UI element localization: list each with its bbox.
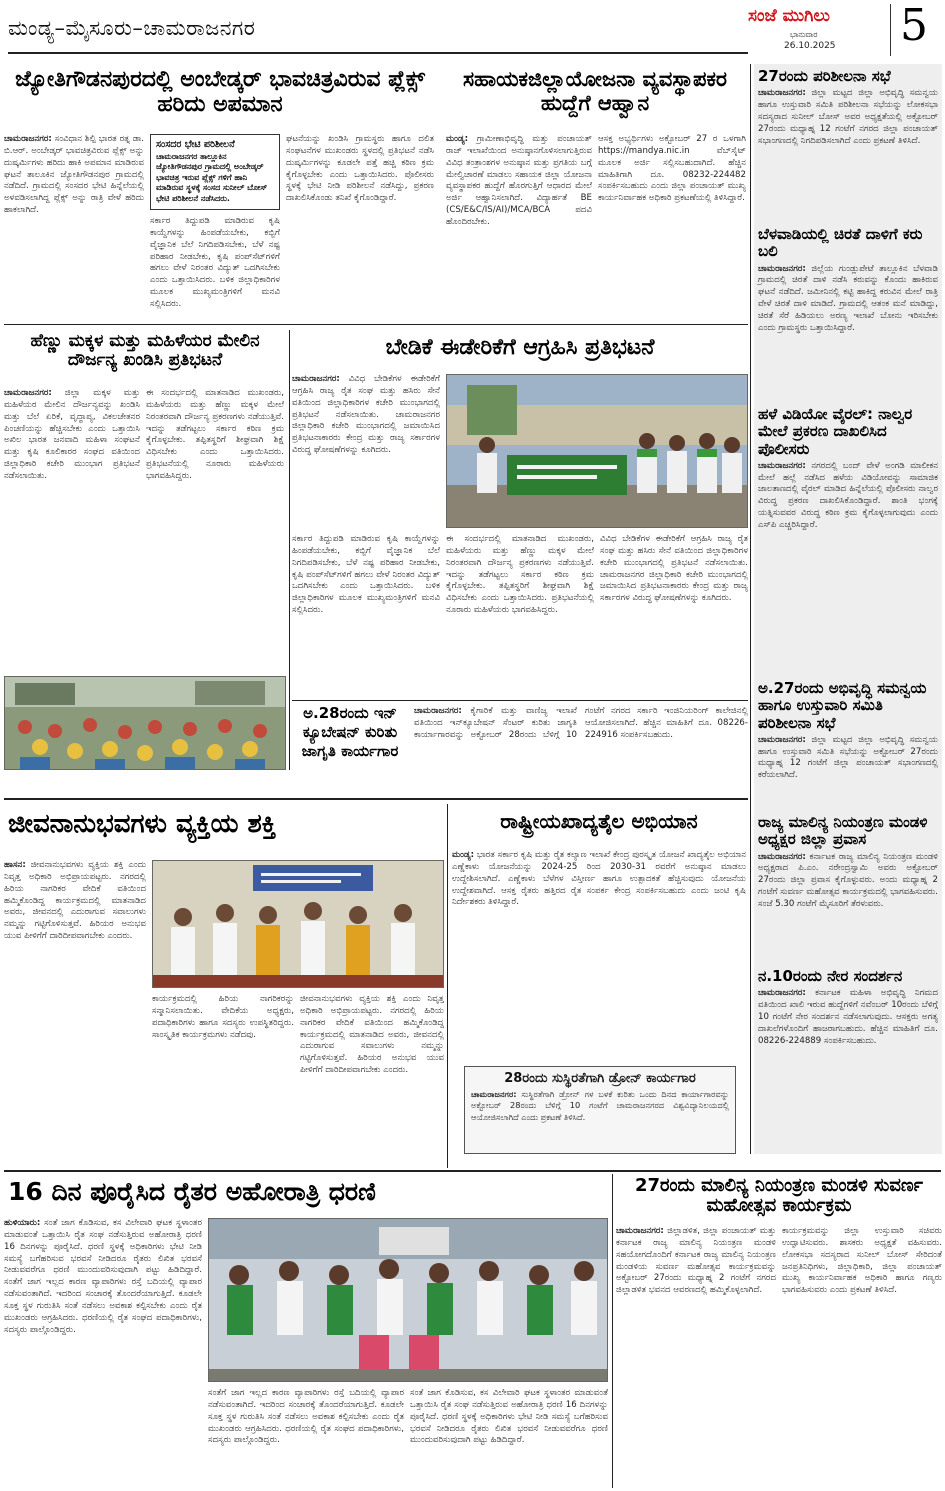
article-body: ಜೀವನಾನುಭವಗಳು ವ್ಯಕ್ತಿಯ ಶಕ್ತಿ ಎಂದು ನಿವೃತ್ತ ಅಧಿಕಾರಿ ಅಭಿಪ್ರಾಯಪಟ್ಟರು. ನಗರದಲ್ಲಿ ಹಿರಿಯ ನಾಗರಿಕರ ವೇದಿಕೆ ವತಿಯಿಂದ ಹಮ್ಮಿಕೊಂಡಿದ್ದ ಕಾರ್ಯಕ್ರಮದಲ್ಲಿ ಮಾತನಾಡಿದ ಅವರು, ಜೀವನದಲ್ಲಿ ಎದುರಾಗುವ ಸವಾಲುಗಳು ನಮ್ಮನ್ನು ಗಟ್ಟಿಗೊಳಿಸುತ್ತವೆ. ಹಿರಿಯರ ಅನುಭವ ಯುವ ಪೀಳಿಗೆಗೆ ದಾರಿದೀಪವಾಗಬೇಕು ಎಂದರು.	[4, 860, 147, 942]
column-divider	[289, 330, 290, 770]
dateline: ಚಾಮರಾಜನಗರ:	[758, 988, 806, 999]
article-body: ಸಂತೆಗೆ ಜಾಗ ಇಲ್ಲದ ಕಾರಣ ವ್ಯಾಪಾರಿಗಳು ರಸ್ತೆ ಬದಿಯಲ್ಲಿ ವ್ಯಾಪಾರ ನಡೆಸುವಂತಾಗಿದೆ. ಇದರಿಂದ ಸಂಚಾರಕ್ಕೆ ತೊಂದರೆಯಾಗುತ್ತಿದೆ. ಕೂಡಲೇ ಸೂಕ್ತ ಸ್ಥಳ ಗುರುತಿಸಿ ಸಂತೆ ನಡೆಸಲು ಅವಕಾಶ ಕಲ್ಪಿಸಬೇಕು ಎಂದು ರೈತ ಮುಖಂಡರು ಆಗ್ರಹಿಸಿದರು. ಧರಣಿಯಲ್ಲಿ ರೈತ ಸಂಘದ ಪದಾಧಿಕಾರಿಗಳು, ಸದಸ್ಯರು ಪಾಲ್ಗೊಂಡಿದ್ದರು.	[4, 1277, 202, 1335]
row-divider	[4, 798, 748, 800]
side-headline: ಹಳೆ ವಿಡಿಯೋ ವೈರಲ್: ನಾಲ್ವರ ಮೇಲೆ ಪ್ರಕರಣ ದಾಖಲಿಸಿದ ಪೊಲೀಸರು	[758, 405, 913, 458]
article-pollution-board-jubilee	[616, 1174, 942, 1488]
article-life-experience	[4, 804, 444, 1168]
article-farmers-protest	[292, 330, 748, 698]
article-body: ಜಿಲ್ಲಾಡಳಿತ, ಜಿಲ್ಲಾ ಪಂಚಾಯತ್ ಮತ್ತು ಕರ್ನಾಟಕ ರಾಜ್ಯ ಮಾಲಿನ್ಯ ನಿಯಂತ್ರಣ ಮಂಡಳಿ ಸಹಯೋಗದೊಂದಿಗೆ ಕರ್ನಾಟಕ ರಾಜ್ಯ ಮಾಲಿನ್ಯ ನಿಯಂತ್ರಣ ಮಂಡಳಿಯ ಸುವರ್ಣ ಮಹೋತ್ಸವ ಕಾರ್ಯಕ್ರಮವನ್ನು ಅಕ್ಟೋಬರ್ 27ರಂದು ಮಧ್ಯಾಹ್ನ 2 ಗಂಟೆಗೆ ನಗರದ ಜಿಲ್ಲಾಡಳಿತ ಭವನದ ಆವರಣದಲ್ಲಿ ಹಮ್ಮಿಕೊಳ್ಳಲಾಗಿದೆ.	[616, 1226, 776, 1296]
article-body: ಸುಸ್ಥಿರತೆಗಾಗಿ ಡ್ರೋನ್ ಗಳ ಬಳಕೆ ಕುರಿತು ಒಂದು ದಿನದ ಕಾರ್ಯಾಗಾರವನ್ನು ಅಕ್ಟೋಬರ್ 28ರಂದು ಬೆಳಿಗ್ಗೆ 10 ಗಂಟೆಗೆ ಚಾಮರಾಜನಗರದ ವಿಶ್ವವಿದ್ಯಾನಿಲಯದಲ್ಲಿ ಆಯೋಜಿಸಲಾಗಿದೆ ಎಂದು ಪ್ರಕಟಣೆ ತಿಳಿಸಿದೆ.	[471, 1089, 729, 1122]
side-text: ಜಿಲ್ಲಾ ಮಟ್ಟದ ಜಿಲ್ಲಾ ಅಭಿವೃದ್ಧಿ ಸಮನ್ವಯ ಹಾಗೂ ಉಸ್ತುವಾರಿ ಸಮಿತಿ ಪರಿಶೀಲನಾ ಸಭೆಯನ್ನು ಲೋಕಸಭಾ ಸದಸ್ಯರಾದ ಸುನೀಲ್ ಬೋಸ್ ಅವರ ಅಧ್ಯಕ್ಷತೆಯಲ್ಲಿ ಅಕ್ಟೋಬರ್ 27ರಂದು ಮಧ್ಯಾಹ್ನ 12 ಗಂಟೆಗೆ ನಗರದ ಜಿಲ್ಲಾ ಪಂಚಾಯತ್ ಸಭಾಂಗಣದಲ್ಲಿ ನಿಗದಿಪಡಿಸಲಾಗಿದೆ ಎಂದು ಪ್ರಕಟಣೆ ತಿಳಿಸಿದೆ.	[758, 88, 939, 146]
headline: ಹೆಣ್ಣು ಮಕ್ಕಳ ಮತ್ತು ಮಹಿಳೆಯರ ಮೇಲಿನ ದೌರ್ಜನ್ಯ ಖಂಡಿಸಿ ಪ್ರತಿಭಟನೆ	[30, 331, 260, 371]
article-body: ಸಂತೆ ಜಾಗ ಕೊಡಿಸುವ, ಕಸ ವಿಲೇವಾರಿ ಘಟಕ ಸ್ಥಳಾಂತರ ಮಾಡುವಂತೆ ಒತ್ತಾಯಿಸಿ ರೈತ ಸಂಘ ನಡೆಸುತ್ತಿರುವ ಅಹೋರಾತ್ರಿ ಧರಣಿ 16 ದಿನಗಳನ್ನು ಪೂರೈಸಿದೆ. ಧರಣಿ ಸ್ಥಳಕ್ಕೆ ಅಧಿಕಾರಿಗಳು ಭೇಟಿ ನೀಡಿ ಸಮಸ್ಯೆ ಬಗೆಹರಿಸುವ ಭರವಸೆ ನೀಡಿದರೂ ರೈತರು ಲಿಖಿತ ಭರವಸೆ ನೀಡುವವರೆಗೂ ಧರಣಿ ಮುಂದುವರಿಸುವುದಾಗಿ ಪಟ್ಟು ಹಿಡಿದಿದ್ದಾರೆ.	[4, 1218, 202, 1276]
dateline: ಚಾಮರಾಜನಗರ:	[292, 374, 340, 384]
article-farmers-dharna	[4, 1174, 608, 1488]
seniors-photo	[152, 860, 444, 988]
article-body: ಈ ಸಂದರ್ಭದಲ್ಲಿ ಮಾತನಾಡಿದ ಮುಖಂಡರು, ಮಹಿಳೆಯರು ಮತ್ತು ಹೆಣ್ಣು ಮಕ್ಕಳ ಮೇಲೆ ನಿರಂತರವಾಗಿ ದೌರ್ಜನ್ಯ ಪ್ರಕರಣಗಳು ನಡೆಯುತ್ತಿವೆ. ಇದನ್ನು ತಡೆಗಟ್ಟಲು ಸರ್ಕಾರ ಕಠಿಣ ಕ್ರಮ ಕೈಗೊಳ್ಳಬೇಕು. ತಪ್ಪಿತಸ್ಥರಿಗೆ ಶೀಘ್ರವಾಗಿ ಶಿಕ್ಷೆ ವಿಧಿಸಬೇಕು ಎಂದು ಒತ್ತಾಯಿಸಿದರು. ಪ್ರತಿಭಟನೆಯಲ್ಲಿ ನೂರಾರು ಮಹಿಳೆಯರು ಭಾಗವಹಿಸಿದ್ದರು.	[146, 388, 284, 482]
dharna-photo	[208, 1218, 608, 1382]
side-headline: 27ರಂದು ಪರಿಶೀಲನಾ ಸಭೆ	[758, 67, 891, 85]
side-item	[758, 406, 938, 676]
headline: ಸಹಾಯಕಜಿಲ್ಲಾಯೋಜನಾ ವ್ಯವಸ್ಥಾಪಕರ ಹುದ್ದೆಗೆ ಆಹ್ವಾನ	[462, 67, 728, 115]
farmers-photo	[446, 374, 748, 528]
logo-text: ಸಂಜೆ ಮುಗಿಲು	[748, 6, 830, 26]
article-drone-workshop	[464, 1066, 736, 1154]
side-text: ಕರ್ನಾಟಕ ಮಹಿಳಾ ಅಭಿವೃದ್ಧಿ ನಿಗಮದ ವತಿಯಿಂದ ಖಾಲಿ ಇರುವ ಹುದ್ದೆಗಳಿಗೆ ನವೆಂಬರ್ 10ರಂದು ಬೆಳಿಗ್ಗೆ 10 ಗಂಟೆಗೆ ನೇರ ಸಂದರ್ಶನ ನಡೆಸಲಾಗುವುದು. ಆಸಕ್ತರು ಅಗತ್ಯ ದಾಖಲೆಗಳೊಂದಿಗೆ ಹಾಜರಾಗಬಹುದು. ಹೆಚ್ಚಿನ ಮಾಹಿತಿಗೆ ದೂ. 08226-224889 ಸಂಪರ್ಕಿಸಬಹುದು.	[758, 988, 938, 1046]
dateline: ಹುಳಿಯಾರು:	[4, 1218, 41, 1228]
protest-photo	[4, 676, 286, 770]
side-text: ನಗರದಲ್ಲಿ ಬಂದ್ ವೇಳೆ ಅಂಗಡಿ ಮಾಲೀಕನ ಮೇಲೆ ಹಲ್ಲೆ ನಡೆಸಿದ ಹಳೆಯ ವಿಡಿಯೋವನ್ನು ಸಾಮಾಜಿಕ ಜಾಲತಾಣದಲ್ಲಿ ವೈರಲ್ ಮಾಡಿದ ಹಿನ್ನೆಲೆಯಲ್ಲಿ ಪೊಲೀಸರು ನಾಲ್ವರ ವಿರುದ್ಧ ಪ್ರಕರಣ ದಾಖಲಿಸಿಕೊಂಡಿದ್ದಾರೆ. ಶಾಂತಿ ಭಂಗಕ್ಕೆ ಯತ್ನಿಸುವವರ ವಿರುದ್ಧ ಕಠಿಣ ಕ್ರಮ ಕೈಗೊಳ್ಳಲಾಗುವುದು ಎಂದು ಎಸ್‌ಪಿ ಎಚ್ಚರಿಸಿದ್ದಾರೆ.	[758, 460, 938, 531]
side-text: ಕರ್ನಾಟಕ ರಾಜ್ಯ ಮಾಲಿನ್ಯ ನಿಯಂತ್ರಣ ಮಂಡಳಿ ಅಧ್ಯಕ್ಷರಾದ ಪಿ.ಎಂ. ನರೇಂದ್ರಸ್ವಾಮಿ ಅವರು ಅಕ್ಟೋಬರ್ 27ರಂದು ಜಿಲ್ಲಾ ಪ್ರವಾಸ ಕೈಗೊಳ್ಳುವರು. ಅಂದು ಮಧ್ಯಾಹ್ನ 2 ಗಂಟೆಗೆ ಸುವರ್ಣ ಮಹೋತ್ಸವ ಕಾರ್ಯಕ್ರಮದಲ್ಲಿ ಭಾಗವಹಿಸುವರು. ಸಂಜೆ 5.30 ಗಂಟೆಗೆ ಮೈಸೂರಿಗೆ ತೆರಳುವರು.	[758, 851, 938, 909]
dateline: ಚಾಮರಾಜನಗರ:	[414, 706, 462, 716]
side-headline: ಬೆಳವಾಡಿಯಲ್ಲಿ ಚಿರತೆ ದಾಳಿಗೆ ಕರು ಬಲಿ	[758, 225, 923, 261]
article-incubation-workshop	[292, 704, 748, 794]
dateline: ಚಾಮರಾಜನಗರ:	[758, 851, 806, 862]
row-divider	[4, 324, 748, 325]
article-body-cont: ಈ ಸಂದರ್ಭದಲ್ಲಿ ಮಾತನಾಡಿದ ಮುಖಂಡರು, ಮಹಿಳೆಯರು ಮತ್ತು ಹೆಣ್ಣು ಮಕ್ಕಳ ಮೇಲೆ ನಿರಂತರವಾಗಿ ದೌರ್ಜನ್ಯ ಪ್ರಕರಣಗಳು ನಡೆಯುತ್ತಿವೆ. ಇದನ್ನು ತಡೆಗಟ್ಟಲು ಸರ್ಕಾರ ಕಠಿಣ ಕ್ರಮ ಕೈಗೊಳ್ಳಬೇಕು. ತಪ್ಪಿತಸ್ಥರಿಗೆ ಶೀಘ್ರವಾಗಿ ಶಿಕ್ಷೆ ವಿಧಿಸಬೇಕು ಎಂದು ಒತ್ತಾಯಿಸಿದರು. ಪ್ರತಿಭಟನೆಯಲ್ಲಿ ನೂರಾರು ಮಹಿಳೆಯರು ಭಾಗವಹಿಸಿದ್ದರು.	[446, 534, 594, 616]
farmers-image	[447, 375, 748, 528]
dateline: ಮಂಡ್ಯ:	[446, 134, 469, 144]
article-body-cont: ಸಂತೆ ಜಾಗ ಕೊಡಿಸುವ, ಕಸ ವಿಲೇವಾರಿ ಘಟಕ ಸ್ಥಳಾಂತರ ಮಾಡುವಂತೆ ಒತ್ತಾಯಿಸಿ ರೈತ ಸಂಘ ನಡೆಸುತ್ತಿರುವ ಅಹೋರಾತ್ರಿ ಧರಣಿ 16 ದಿನಗಳನ್ನು ಪೂರೈಸಿದೆ. ಧರಣಿ ಸ್ಥಳಕ್ಕೆ ಅಧಿಕಾರಿಗಳು ಭೇಟಿ ನೀಡಿ ಸಮಸ್ಯೆ ಬಗೆಹರಿಸುವ ಭರವಸೆ ನೀಡಿದರೂ ರೈತರು ಲಿಖಿತ ಭರವಸೆ ನೀಡುವವರೆಗೂ ಧರಣಿ ಮುಂದುವರಿಸುವುದಾಗಿ ಪಟ್ಟು ಹಿಡಿದಿದ್ದಾರೆ.	[410, 1388, 608, 1446]
issue-day: ಭಾನುವಾರ	[790, 30, 818, 39]
article-body-cont: ವಿವಿಧ ಬೇಡಿಕೆಗಳ ಈಡೇರಿಕೆಗೆ ಆಗ್ರಹಿಸಿ ರಾಜ್ಯ ರೈತ ಸಂಘ ಮತ್ತು ಹಸಿರು ಸೇನೆ ವತಿಯಿಂದ ಜಿಲ್ಲಾಧಿಕಾರಿಗಳ ಕಚೇರಿ ಮುಂಭಾಗದಲ್ಲಿ ಪ್ರತಿಭಟನೆ ನಡೆಸಲಾಯಿತು. ಚಾಮರಾಜನಗರ ಜಿಲ್ಲಾಧಿಕಾರಿ ಕಚೇರಿ ಮುಂಭಾಗದಲ್ಲಿ ಜಮಾಯಿಸಿದ ಪ್ರತಿಭಟನಾಕಾರರು ಕೇಂದ್ರ ಮತ್ತು ರಾಜ್ಯ ಸರ್ಕಾರಗಳ ವಿರುದ್ಧ ಘೋಷಣೆಗಳನ್ನು ಕೂಗಿದರು.	[600, 534, 748, 604]
side-headline: ರಾಜ್ಯ ಮಾಲಿನ್ಯ ನಿಯಂತ್ರಣ ಮಂಡಳಿ ಅಧ್ಯಕ್ಷರ ಜಿಲ್ಲಾ ಪ್ರವಾಸ	[758, 813, 928, 849]
dateline: ಚಾಮರಾಜನಗರ:	[616, 1226, 664, 1236]
headline: 27ರಂದು ಮಾಲಿನ್ಯ ನಿಯಂತ್ರಣ ಮಂಡಳಿ ಸುವರ್ಣ ಮಹೋತ್ಸವ ಕಾರ್ಯಕ್ರಮ	[634, 1175, 923, 1217]
article-body: ಜಿಲ್ಲಾ ಮಕ್ಕಳ ಮತ್ತು ಮಹಿಳೆಯರ ಮೇಲಿನ ದೌರ್ಜನ್ಯವನ್ನು ಖಂಡಿಸಿ ಮತ್ತು ಬೆಲೆ ಏರಿಕೆ, ವೃದ್ಧಾಪ್ಯ, ವಿಕಲಚೇತನರ ಪಿಂಚಣಿಯನ್ನು ಹೆಚ್ಚಿಸಬೇಕು ಎಂದು ಒತ್ತಾಯಿಸಿ ಅಖಿಲ ಭಾರತ ಜನವಾದಿ ಮಹಿಳಾ ಸಂಘಟನೆ ಮತ್ತು ಕೃಷಿ ಕೂಲಿಕಾರರ ಸಂಘದ ವತಿಯಿಂದ ಜಿಲ್ಲಾಧಿಕಾರಿ ಕಚೇರಿ ಮುಂಭಾಗ ಪ್ರತಿಭಟನೆ ನಡೆಸಲಾಯಿತು.	[4, 388, 140, 482]
side-text: ಜಿಲ್ಲೆಯ ಗುಂಡ್ಲುಪೇಟೆ ತಾಲ್ಲೂಕಿನ ಬೆಳವಾಡಿ ಗ್ರಾಮದಲ್ಲಿ ಚಿರತೆ ದಾಳಿ ನಡೆಸಿ ಕರುವನ್ನು ಕೊಂದು ಹಾಕಿರುವ ಘಟನೆ ನಡೆದಿದೆ. ಜಮೀನಿನಲ್ಲಿ ಕಟ್ಟಿ ಹಾಕಿದ್ದ ಕರುವಿನ ಮೇಲೆ ರಾತ್ರಿ ವೇಳೆ ಚಿರತೆ ದಾಳಿ ಮಾಡಿದೆ. ಗ್ರಾಮದಲ್ಲಿ ಆತಂಕ ಮನೆ ಮಾಡಿದ್ದು, ಚಿರತೆ ಸೆರೆ ಹಿಡಿಯಲು ಅರಣ್ಯ ಇಲಾಖೆ ಬೋನು ಇರಿಸಬೇಕು ಎಂದು ಗ್ರಾಮಸ್ಥರು ಒತ್ತಾಯಿಸಿದ್ದಾರೆ.	[758, 263, 939, 333]
region-underline	[8, 52, 748, 54]
dateline: ಚಾಮರಾಜನಗರ:	[758, 734, 806, 745]
page-number: 5	[900, 0, 928, 51]
article-body: ಭಾರತ ಸರ್ಕಾರ ಕೃಷಿ ಮತ್ತು ರೈತ ಕಲ್ಯಾಣ ಇಲಾಖೆ ಕೇಂದ್ರ ಪುರಸ್ಕೃತ ಯೋಜನೆ ಖಾದ್ಯತೈಲ ಅಭಿಯಾನ ಎಣ್ಣೆಕಾಳು ಯೋಜನೆಯನ್ನು 2024-25 ರಿಂದ 2030-31 ರವರೆಗೆ ಅನುಷ್ಠಾನ ಮಾಡಲು ಉದ್ದೇಶಿಸಲಾಗಿದೆ. ಎಣ್ಣೆಕಾಳು ಬೆಳೆಗಳ ವಿಸ್ತೀರ್ಣ ಹಾಗೂ ಉತ್ಪಾದಕತೆ ಹೆಚ್ಚಿಸುವುದು ಯೋಜನೆಯ ಉದ್ದೇಶವಾಗಿದೆ. ಆಸಕ್ತ ರೈತರು ಹತ್ತಿರದ ರೈತ ಸಂಪರ್ಕ ಕೇಂದ್ರ ಸಂಪರ್ಕಿಸಬಹುದು ಎಂದು ಜಂಟಿ ಕೃಷಿ ನಿರ್ದೇಶಕರು ತಿಳಿಸಿದ್ದಾರೆ.	[452, 850, 747, 908]
dateline: ಚಾಮರಾಜನಗರ:	[758, 263, 806, 274]
article-body: ಕಾರ್ಯಕ್ರಮವನ್ನು ಜಿಲ್ಲಾ ಉಸ್ತುವಾರಿ ಸಚಿವರು ಉದ್ಘಾಟಿಸುವರು. ಶಾಸಕರು ಅಧ್ಯಕ್ಷತೆ ವಹಿಸುವರು. ಲೋಕಸಭಾ ಸದಸ್ಯರಾದ ಸುನೀಲ್ ಬೋಸ್ ಸೇರಿದಂತೆ ಜನಪ್ರತಿನಿಧಿಗಳು, ಜಿಲ್ಲಾಧಿಕಾರಿ, ಜಿಲ್ಲಾ ಪಂಚಾಯತ್ ಮುಖ್ಯ ಕಾರ್ಯನಿರ್ವಾಹಕ ಅಧಿಕಾರಿ ಹಾಗೂ ಗಣ್ಯರು ಭಾಗವಹಿಸುವರು ಎಂದು ಪ್ರಕಟಣೆ ತಿಳಿಸಿದೆ.	[782, 1226, 942, 1296]
side-headline: ನ.10ರಂದು ನೇರ ಸಂದರ್ಶನ	[758, 967, 903, 985]
dateline: ಮಂಡ್ಯ:	[452, 850, 475, 860]
article-body: ಸಂವಿಧಾನ ಶಿಲ್ಪಿ ಭಾರತ ರತ್ನ ಡಾ. ಬಿ.ಆರ್. ಅಂಬೇಡ್ಕರ್ ಭಾವಚಿತ್ರವಿರುವ ಪ್ಲೆಕ್ಸ್ ಅನ್ನು ದುಷ್ಕರ್ಮಿಗಳು ಹರಿದು ಹಾಕಿ ಅಪಮಾನ ಮಾಡಿರುವ ಘಟನೆ ತಾಲೂಕಿನ ಜ್ಯೋತಿಗೌಡನಪುರ ಗ್ರಾಮದಲ್ಲಿ ನಡೆದಿದೆ. ಗ್ರಾಮದಲ್ಲಿ ಸಂಸದರ ಭೇಟಿ ಹಿನ್ನೆಲೆಯಲ್ಲಿ ಅಳವಡಿಸಲಾಗಿದ್ದ ಪ್ಲೆಕ್ಸ್ ಅನ್ನು ರಾತ್ರಿ ವೇಳೆ ಹರಿದು ಹಾಕಲಾಗಿದೆ.	[4, 134, 144, 216]
side-text: ಜಿಲ್ಲಾ ಮಟ್ಟದ ಜಿಲ್ಲಾ ಅಭಿವೃದ್ಧಿ ಸಮನ್ವಯ ಹಾಗೂ ಉಸ್ತುವಾರಿ ಸಮಿತಿ ಸಭೆಯನ್ನು ಅಕ್ಟೋಬರ್ 27ರಂದು ಮಧ್ಯಾಹ್ನ 12 ಗಂಟೆಗೆ ಜಿಲ್ಲಾ ಪಂಚಾಯತ್ ಸಭಾಂಗಣದಲ್ಲಿ ಕರೆಯಲಾಗಿದೆ.	[758, 734, 939, 781]
article-body: ಆಸಕ್ತ ಅಭ್ಯರ್ಥಿಗಳು ಅಕ್ಟೋಬರ್ 27 ರ ಒಳಗಾಗಿ https://mandya.nic.in ವೆಬ್‌ಸೈಟ್ ಮೂಲಕ ಅರ್ಜಿ ಸಲ್ಲಿಸಬಹುದಾಗಿದೆ. ಹೆಚ್ಚಿನ ಮಾಹಿತಿಗಾಗಿ ದೂ. 08232-224482 ಸಂಪರ್ಕಿಸಬಹುದು ಎಂದು ಜಿಲ್ಲಾ ಪಂಚಾಯತ್ ಮುಖ್ಯ ಕಾರ್ಯನಿರ್ವಾಹಕ ಅಧಿಕಾರಿ ಪ್ರಕಟಣೆಯಲ್ಲಿ ತಿಳಿಸಿದ್ದಾರೆ.	[598, 134, 746, 204]
dateline: ಹಾಸನ:	[4, 860, 26, 870]
crowd-image	[5, 677, 286, 770]
dateline: ಚಾಮರಾಜನಗರ:	[758, 88, 806, 99]
article-body: ಘಟನೆಯನ್ನು ಖಂಡಿಸಿ ಗ್ರಾಮಸ್ಥರು ಹಾಗೂ ದಲಿತ ಸಂಘಟನೆಗಳ ಮುಖಂಡರು ಸ್ಥಳದಲ್ಲಿ ಪ್ರತಿಭಟನೆ ನಡೆಸಿ ದುಷ್ಕರ್ಮಿಗಳನ್ನು ಕೂಡಲೇ ಪತ್ತೆ ಹಚ್ಚಿ ಕಠಿಣ ಕ್ರಮ ಕೈಗೊಳ್ಳಬೇಕು ಎಂದು ಒತ್ತಾಯಿಸಿದರು. ಪೊಲೀಸರು ಸ್ಥಳಕ್ಕೆ ಭೇಟಿ ನೀಡಿ ಪರಿಶೀಲನೆ ನಡೆಸಿದ್ದು, ಪ್ರಕರಣ ದಾಖಲಿಸಿಕೊಂಡು ತನಿಖೆ ಕೈಗೊಂಡಿದ್ದಾರೆ.	[286, 134, 434, 204]
column-divider	[612, 1174, 613, 1488]
headline: ಜೀವನಾನುಭವಗಳು ವ್ಯಕ್ತಿಯ ಶಕ್ತಿ	[8, 809, 277, 839]
dateline: ಚಾಮರಾಜನಗರ:	[4, 388, 52, 398]
row-divider	[292, 700, 748, 701]
dateline: ಚಾಮರಾಜನಗರ:	[758, 460, 806, 471]
dateline: ಚಾಮರಾಜನಗರ:	[4, 134, 52, 144]
box-title: ಸಂಸದರ ಭೇಟಿ ಪರಿಶೀಲನೆ	[156, 139, 235, 150]
side-item	[758, 968, 938, 1150]
row-divider	[4, 1170, 941, 1172]
box-text: ಚಾಮರಾಜನಗರ ತಾಲ್ಲೂಕಿನ ಜ್ಯೋತಿಗೌಡನಪುರ ಗ್ರಾಮದಲ್ಲಿ ಅಂಬೇಡ್ಕರ್ ಭಾವಚಿತ್ರ ಇರುವ ಪ್ಲೆಕ್ಸ್ ಗಳಿಗೆ ಹಾನಿ ಮಾಡಿರುವ ಸ್ಥಳಕ್ಕೆ ಸಂಸದ ಸುನೀಲ್ ಬೋಸ್ ಭೇಟಿ ಪರಿಶೀಲನೆ ನಡೆಸಿದರು.	[156, 152, 268, 203]
article-body: ಕೈಗಾರಿಕೆ ಮತ್ತು ವಾಣಿಜ್ಯ ಇಲಾಖೆ ವತಿಯಿಂದ ಇನ್‌ಕ್ಯೂಬೇಷನ್ ಸೆಂಟರ್ ಕುರಿತು ಜಾಗೃತಿ ಕಾರ್ಯಾಗಾರವನ್ನು ಅಕ್ಟೋಬರ್ 28ರಂದು ಬೆಳಿಗ್ಗೆ 10 ಗಂಟೆಗೆ ನಗರದ ಸರ್ಕಾರಿ ಇಂಜಿನಿಯರಿಂಗ್ ಕಾಲೇಜಿನಲ್ಲಿ ಆಯೋಜಿಸಲಾಗಿದೆ. ಹೆಚ್ಚಿನ ಮಾಹಿತಿಗೆ ದೂ. 08226-224916 ಸಂಪರ್ಕಿಸಬಹುದು.	[414, 706, 748, 740]
headline: ಜ್ಯೋತಿಗೌಡನಪುರದಲ್ಲಿ ಅಂಬೇಡ್ಕರ್ ಭಾವಚಿತ್ರವಿರುವ ಪ್ಲೆಕ್ಸ್ ಹರಿದು ಅಪಮಾನ	[15, 67, 425, 117]
sidebar-box	[150, 134, 280, 210]
headline: 28ರಂದು ಸುಸ್ಥಿರತೆಗಾಗಿ ಡ್ರೋನ್ ಕಾರ್ಯಗಾರ	[504, 1071, 696, 1086]
side-item	[758, 680, 938, 810]
column-divider	[750, 64, 751, 1154]
article-body: ಸರ್ಕಾರ ತಿದ್ದುಪಡಿ ಮಾಡಿರುವ ಕೃಷಿ ಕಾಯ್ದೆಗಳನ್ನು ಹಿಂಪಡೆಯಬೇಕು, ಕಬ್ಬಿಗೆ ವೈಜ್ಞಾನಿಕ ಬೆಲೆ ನಿಗದಿಪಡಿಸಬೇಕು, ಬೆಳೆ ನಷ್ಟ ಪರಿಹಾರ ನೀಡಬೇಕು, ಕೃಷಿ ಪಂಪ್‌ಸೆಟ್‌ಗಳಿಗೆ ಹಗಲು ವೇಳೆ ನಿರಂತರ ವಿದ್ಯುತ್ ಒದಗಿಸಬೇಕು ಎಂದು ಒತ್ತಾಯಿಸಿದರು. ಬಳಿಕ ಜಿಲ್ಲಾಧಿಕಾರಿಗಳ ಮೂಲಕ ಮುಖ್ಯಮಂತ್ರಿಗಳಿಗೆ ಮನವಿ ಸಲ್ಲಿಸಿದರು.	[292, 534, 440, 616]
side-headline: ಅ.27ರಂದು ಅಭಿವೃದ್ಧಿ ಸಮನ್ವಯ ಹಾಗೂ ಉಸ್ತುವಾರಿ ಸಮಿತಿ ಪರಿಶೀಲನಾ ಸಭೆ	[758, 679, 927, 732]
masthead-divider	[890, 4, 891, 56]
region-title: ಮಂಡ್ಯ–ಮೈಸೂರು–ಚಾಮರಾಜನಗರ	[8, 16, 256, 40]
headline: ಅ.28ರಂದು ಇನ್ ಕ್ಯೂಬೇಷನ್ ಕುರಿತು ಜಾಗೃತಿ ಕಾರ್ಯಗಾರ	[301, 704, 399, 760]
article-job-notice	[442, 64, 748, 320]
dharna-image	[209, 1219, 608, 1382]
article-body: ವಿವಿಧ ಬೇಡಿಕೆಗಳ ಈಡೇರಿಕೆಗೆ ಆಗ್ರಹಿಸಿ ರಾಜ್ಯ ರೈತ ಸಂಘ ಮತ್ತು ಹಸಿರು ಸೇನೆ ವತಿಯಿಂದ ಜಿಲ್ಲಾಧಿಕಾರಿಗಳ ಕಚೇರಿ ಮುಂಭಾಗದಲ್ಲಿ ಪ್ರತಿಭಟನೆ ನಡೆಸಲಾಯಿತು. ಚಾಮರಾಜನಗರ ಜಿಲ್ಲಾಧಿಕಾರಿ ಕಚೇರಿ ಮುಂಭಾಗದಲ್ಲಿ ಜಮಾಯಿಸಿದ ಪ್ರತಿಭಟನಾಕಾರರು ಕೇಂದ್ರ ಮತ್ತು ರಾಜ್ಯ ಸರ್ಕಾರಗಳ ವಿರುದ್ಧ ಘೋಷಣೆಗಳನ್ನು ಕೂಗಿದರು.	[292, 374, 440, 456]
article-body: ಗ್ರಾಮೀಣಾಭಿವೃದ್ಧಿ ಮತ್ತು ಪಂಚಾಯತ್ ರಾಜ್ ಇಲಾಖೆಯಿಂದ ಅನುಷ್ಠಾನಗೊಳಿಸಲಾಗುತ್ತಿರುವ ವಿವಿಧ ತಂತ್ರಾಂಶಗಳ ಅನುಷ್ಠಾನ ಮತ್ತು ಪ್ರಗತಿಯ ಬಗ್ಗೆ ಮೇಲ್ವಿಚಾರಣೆ ಮಾಡಲು ಸಹಾಯಕ ಜಿಲ್ಲಾ ಯೋಜನಾ ವ್ಯವಸ್ಥಾಪಕರ ಹುದ್ದೆಗೆ ಹೊರಗುತ್ತಿಗೆ ಆಧಾರದ ಮೇಲೆ ಅರ್ಜಿ ಆಹ್ವಾನಿಸಲಾಗಿದೆ. ವಿದ್ಯಾರ್ಹತೆ BE (CS/E&C/IS/AI)/MCA/BCA ಪದವಿ ಹೊಂದಿರಬೇಕು.	[446, 134, 593, 228]
article-ambedkar-flex	[4, 64, 436, 320]
article-body-cont: ಸಂತೆಗೆ ಜಾಗ ಇಲ್ಲದ ಕಾರಣ ವ್ಯಾಪಾರಿಗಳು ರಸ್ತೆ ಬದಿಯಲ್ಲಿ ವ್ಯಾಪಾರ ನಡೆಸುವಂತಾಗಿದೆ. ಇದರಿಂದ ಸಂಚಾರಕ್ಕೆ ತೊಂದರೆಯಾಗುತ್ತಿದೆ. ಕೂಡಲೇ ಸೂಕ್ತ ಸ್ಥಳ ಗುರುತಿಸಿ ಸಂತೆ ನಡೆಸಲು ಅವಕಾಶ ಕಲ್ಪಿಸಬೇಕು ಎಂದು ರೈತ ಮುಖಂಡರು ಆಗ್ರಹಿಸಿದರು. ಧರಣಿಯಲ್ಲಿ ರೈತ ಸಂಘದ ಪದಾಧಿಕಾರಿಗಳು, ಸದಸ್ಯರು ಪಾಲ್ಗೊಂಡಿದ್ದರು.	[208, 1388, 404, 1446]
side-item	[758, 814, 938, 964]
column-divider	[447, 804, 448, 1168]
article-edible-oil	[450, 804, 748, 1062]
article-women-protest	[4, 330, 286, 770]
headline: ರಾಷ್ಟ್ರೀಯಖಾದ್ಯತೈಲ ಅಭಿಯಾನ	[500, 809, 698, 833]
article-body-cont: ಜೀವನಾನುಭವಗಳು ವ್ಯಕ್ತಿಯ ಶಕ್ತಿ ಎಂದು ನಿವೃತ್ತ ಅಧಿಕಾರಿ ಅಭಿಪ್ರಾಯಪಟ್ಟರು. ನಗರದಲ್ಲಿ ಹಿರಿಯ ನಾಗರಿಕರ ವೇದಿಕೆ ವತಿಯಿಂದ ಹಮ್ಮಿಕೊಂಡಿದ್ದ ಕಾರ್ಯಕ್ರಮದಲ್ಲಿ ಮಾತನಾಡಿದ ಅವರು, ಜೀವನದಲ್ಲಿ ಎದುರಾಗುವ ಸವಾಲುಗಳು ನಮ್ಮನ್ನು ಗಟ್ಟಿಗೊಳಿಸುತ್ತವೆ. ಹಿರಿಯರ ಅನುಭವ ಯುವ ಪೀಳಿಗೆಗೆ ದಾರಿದೀಪವಾಗಬೇಕು ಎಂದರು.	[300, 994, 444, 1076]
side-item	[758, 68, 938, 220]
article-body-cont: ಸರ್ಕಾರ ತಿದ್ದುಪಡಿ ಮಾಡಿರುವ ಕೃಷಿ ಕಾಯ್ದೆಗಳನ್ನು ಹಿಂಪಡೆಯಬೇಕು, ಕಬ್ಬಿಗೆ ವೈಜ್ಞಾನಿಕ ಬೆಲೆ ನಿಗದಿಪಡಿಸಬೇಕು, ಬೆಳೆ ನಷ್ಟ ಪರಿಹಾರ ನೀಡಬೇಕು, ಕೃಷಿ ಪಂಪ್‌ಸೆಟ್‌ಗಳಿಗೆ ಹಗಲು ವೇಳೆ ನಿರಂತರ ವಿದ್ಯುತ್ ಒದಗಿಸಬೇಕು ಎಂದು ಒತ್ತಾಯಿಸಿದರು. ಬಳಿಕ ಜಿಲ್ಲಾಧಿಕಾರಿಗಳ ಮೂಲಕ ಮುಖ್ಯಮಂತ್ರಿಗಳಿಗೆ ಮನವಿ ಸಲ್ಲಿಸಿದರು.	[150, 216, 280, 310]
logo	[748, 6, 888, 32]
event-image	[153, 861, 444, 988]
headline: 16 ದಿನ ಪೂರೈಸಿದ ರೈತರ ಅಹೋರಾತ್ರಿ ಧರಣಿ	[8, 1177, 376, 1206]
issue-date: 26.10.2025	[784, 41, 836, 51]
masthead	[0, 0, 945, 62]
dateline: ಚಾಮರಾಜನಗರ:	[471, 1089, 517, 1099]
headline: ಬೇಡಿಕೆ ಈಡೇರಿಕೆಗೆ ಆಗ್ರಹಿಸಿ ಪ್ರತಿಭಟನೆ	[385, 335, 655, 360]
article-body: ಕಾರ್ಯಕ್ರಮದಲ್ಲಿ ಹಿರಿಯ ನಾಗರಿಕರನ್ನು ಸನ್ಮಾನಿಸಲಾಯಿತು. ವೇದಿಕೆಯ ಅಧ್ಯಕ್ಷರು, ಪದಾಧಿಕಾರಿಗಳು ಹಾಗೂ ಸದಸ್ಯರು ಉಪಸ್ಥಿತರಿದ್ದರು. ಸಾಂಸ್ಕೃತಿಕ ಕಾರ್ಯಕ್ರಮಗಳು ನಡೆದವು.	[152, 994, 294, 1040]
side-column	[754, 64, 942, 1154]
